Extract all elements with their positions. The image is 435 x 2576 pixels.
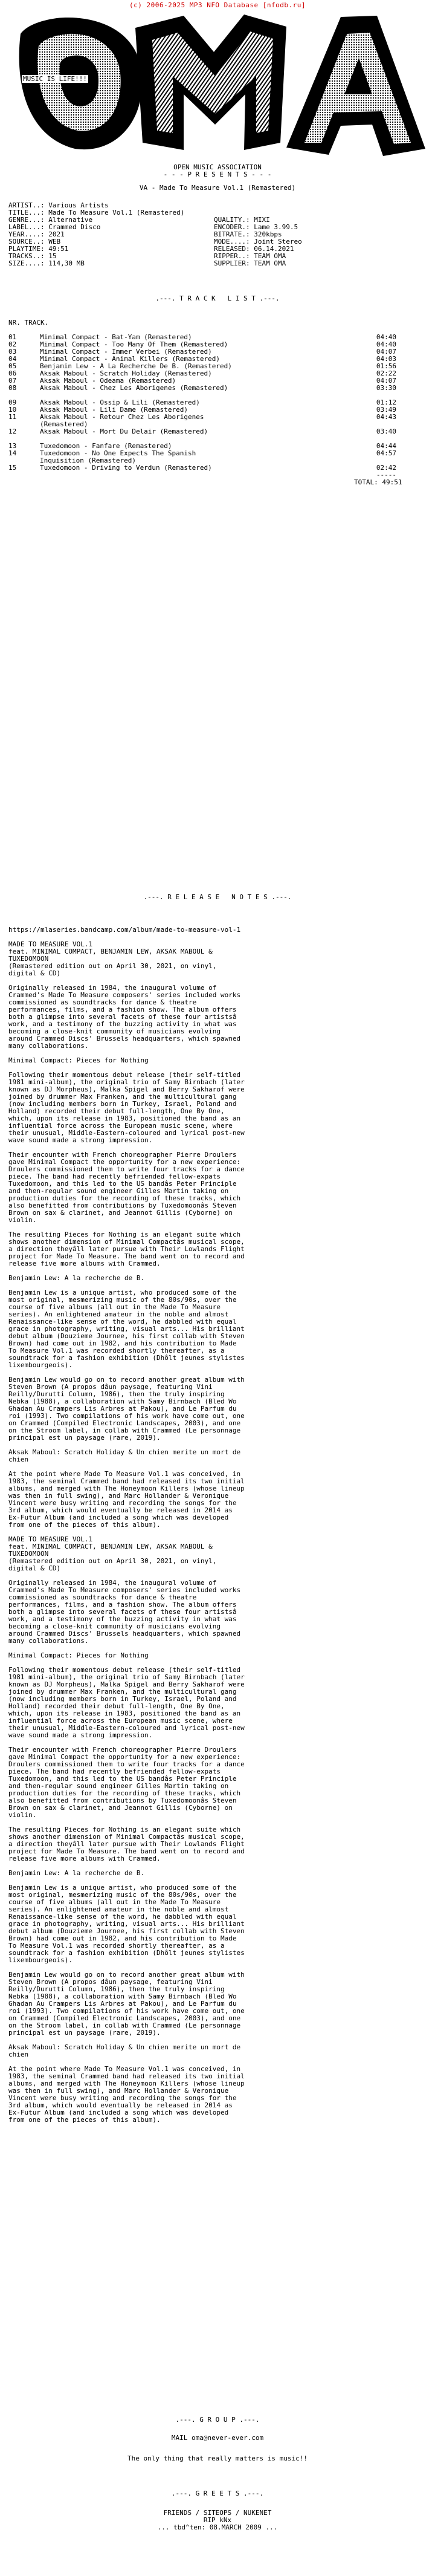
track-duration: 03:30: [376, 384, 396, 392]
track-title: Minimal Compact - Bat-Yam (Remastered): [40, 333, 192, 341]
notes-paragraph: At the point where Made To Measure Vol.1 was conceived, in 1983, the seminal Crammed band had released its two initial albums, and merged with The Honeymoon Killers (whose lineup was then in full swing), and Marc Hollander & Veronique Vincent were busy writing and recording the songs for the 3rd album, which would eventually be released in 2014 as Ex-Futur Album (and included a song which was developed from one of the pieces of this album).: [8, 2065, 249, 2124]
logo-letter-a: [286, 16, 425, 156]
track-title: Aksak Maboul - Mort Du Delair (Remastered): [40, 428, 208, 435]
info-left: SIZE....: 114,30 MB: [8, 260, 85, 267]
info-row: [8, 231, 431, 238]
track-title: Tuxedomoon - Fanfare (Remastered): [40, 442, 172, 450]
notes-paragraph: Minimal Compact: Pieces for Nothing: [8, 1056, 149, 1064]
notes-paragraph: The resulting Pieces for Nothing is an elegant suite which shows another dimension of Minimal Compactâs musical scope, a direction theyâll later pursue with Their Lowlands Flight project for Made To Measure. The band went on to record and release five more albums with Crammed.: [8, 1231, 249, 1267]
copyright-line: (c) 2006-2025 MP3 NFO Database [nfodb.ru]: [129, 1, 306, 9]
info-right: MODE....: Joint Stereo: [214, 238, 302, 246]
group-motto: The only thing that really matters is music!!: [127, 2454, 308, 2462]
track-number: 07: [8, 377, 17, 385]
info-right: [214, 209, 431, 216]
release-info: [8, 202, 431, 267]
contact-address[interactable]: oma@never-ever.com: [191, 2434, 264, 2442]
tracklist-heading: .---. T R A C K L I S T .---.: [155, 294, 280, 302]
greets-heading: .---. G R E E T S .---.: [171, 2490, 264, 2497]
contact-label: MAIL: [171, 2434, 188, 2442]
notes-paragraph: Following their momentous debut release (their self-titled 1981 mini-album), the original trio of Samy Birnbach (later known as DJ Morpheus), Malka Spigel and Berry Sakharof were joined by drummer Max Franken, and the multicultural gang (now including members born in Turkey, Israel, Poland and Holland) recorded their debut full-length, One By One, which, upon its release in 1983, positioned the band as an influential force across the European music scene, where their unusual, Middle-Eastern-coloured and lyrical post-new wave sound made a strong impression.: [8, 1666, 249, 1739]
info-right: SUPPLIER: TEAM OMA: [214, 260, 286, 267]
total-playtime: TOTAL: 49:51: [354, 478, 402, 486]
notes-paragraph: At the point where Made To Measure Vol.1 was conceived, in 1983, the seminal Crammed band had released its two initial albums, and merged with The Honeymoon Killers (whose lineup was then in full swing), and Marc Hollander & Veronique Vincent were busy writing and recording the songs for the 3rd album, which would eventually be released in 2014 as Ex-Futur Album (and included a song which was developed from one of the pieces of this album).: [8, 1470, 249, 1529]
group-name: OPEN MUSIC ASSOCIATION: [173, 163, 262, 171]
track-number: 04: [8, 355, 17, 363]
info-right: BITRATE.: 320kbps: [214, 231, 282, 238]
notes-paragraph: Minimal Compact: Pieces for Nothing: [8, 1651, 149, 1659]
notes-paragraph: Originally released in 1984, the inaugural volume of Crammed's Made To Measure composers' series included works commissioned as soundtracks for dance & theatre performances, films, and a fashion show. The album offers both a glimpse into several facets of these four artistsâ work, and a testimony of the buzzing activity in what was becoming a close-knit community of musicians evolving around Crammed Discs' Brussels headquarters, which spawned many collaborations.: [8, 1579, 245, 1645]
notes-paragraph: Aksak Maboul: Scratch Holiday & Un chien merite un mort de chien: [8, 1448, 245, 1463]
notes-paragraph: Benjamin Lew would go on to record another great album with Steven Brown (A propos dâun paysage, featuring Vini Reilly/Durutti Column, 1986), then the truly inspiring Nebka (1988), a collaboration with Samy Birnbach (Bled Wo Ghadan Au Crampers Lis Arbres at Pakou), and Le Parfum du roi (1993). Two compilations of his work have come out, one on Crammed (Compiled Electronic Landscapes, 2003), and one on the Stroom label, in collab with Crammed (Le personnage principal est un paysage (rare, 2019).: [8, 1376, 249, 1442]
track-number: 12: [8, 428, 17, 435]
track-number: 14: [8, 449, 17, 457]
track-number: 13: [8, 442, 17, 450]
notes-paragraph: The resulting Pieces for Nothing is an elegant suite which shows another dimension of Minimal Compactâs musical scope, a direction theyâll later pursue with Their Lowlands Flight project for Made To Measure. The band went on to record and release five more albums with Crammed.: [8, 1826, 249, 1862]
notes-paragraph: Their encounter with French choreographer Pierre Droulers gave Minimal Compact the opportunity for a new experience: Droulers commissioned them to write four tracks for a dance piece. The band had recently befriended fellow-expats Tuxedomoon, and this led to the US bandâs Peter Principle and then-regular sound engineer Gilles Martin taking on production duties for the recording of these tracks, which also benefitted from contributions by Tuxedomoonâs Steven Brown on sax & clarinet, and Jeannot Gillis (Cyborne) on violin.: [8, 1151, 249, 1224]
track-number: 09: [8, 398, 17, 406]
track-title: Aksak Maboul - Scratch Holiday (Remastered): [40, 369, 212, 377]
track-number: 08: [8, 384, 17, 392]
track-rows: [8, 334, 431, 472]
track-row: [8, 464, 431, 472]
track-duration: 04:07: [376, 377, 396, 385]
info-row: [8, 224, 431, 231]
track-title: Aksak Maboul - Chez Les Aborigenes (Remastered): [40, 384, 228, 392]
group-heading: .---. G R O U P .---.: [175, 2416, 260, 2424]
notes-paragraph: Benjamin Lew: A la recherche de B.: [8, 1869, 145, 1877]
info-right: QUALITY.: MIXI: [214, 216, 270, 224]
track-duration: 01:56: [376, 362, 396, 370]
notes-paragraph: Benjamin Lew is a unique artist, who produced some of the most original, mesmerizing music of the 80s/90s, over the course of five albums (all out in the Made To Measure series). An enlightened amateur in the noble and almost Renaissance-like sense of the word, he dabbled with equal grace in photography, writing, visual arts... His brilliant debut album (Douzieme Journee, his first collab with Steven Brown) had come out in 1982, and his contribution to Made To Measure Vol.1 was recorded shortly thereafter, as a soundtrack for a fashion exhibition (Dhôlt jeunes stylistes lixembourgeois).: [8, 1289, 249, 1369]
release-url[interactable]: https://mlaseries.bandcamp.com/album/made-to-measure-vol-1: [8, 926, 241, 934]
logo-tagline: MUSIC IS LIFE!!!: [23, 75, 87, 83]
track-number: 15: [8, 464, 17, 472]
info-right: RIPPER..: TEAM OMA: [214, 253, 286, 260]
track-title: Aksak Maboul - Retour Chez Les Aborigenes (Remastered): [40, 413, 204, 428]
track-title: Aksak Maboul - Ossip & Lili (Remastered): [40, 398, 200, 406]
track-title: Aksak Maboul - Odeama (Remastered): [40, 377, 176, 385]
track-number: 01: [8, 333, 17, 341]
notes-paragraph: MADE TO MEASURE VOL.1 feat. MINIMAL COMPACT, BENJAMIN LEW, AKSAK MABOUL & TUXEDOMOON (Remastered edition out on April 30, 2021, on vinyl, digital & CD): [8, 1535, 217, 1572]
info-row: [8, 238, 431, 246]
track-title: Benjamin Lew - A La Recherche De B. (Remastered): [40, 362, 232, 370]
info-row: [8, 253, 431, 260]
notes-paragraph: Aksak Maboul: Scratch Holiday & Un chien merite un mort de chien: [8, 2043, 245, 2058]
info-left: ARTIST..: Various Artists: [8, 202, 109, 209]
info-row: [8, 209, 431, 216]
notes-paragraph: Following their momentous debut release (their self-titled 1981 mini-album), the original trio of Samy Birnbach (later known as DJ Morpheus), Malka Spigel and Berry Sakharof were joined by drummer Max Franken, and the multicultural gang (now including members born in Turkey, Israel, Poland and Holland) recorded their debut full-length, One By One, which, upon its release in 1983, positioned the band as an influential force across the European music scene, where their unusual, Middle-Eastern-coloured and lyrical post-new wave sound made a strong impression.: [8, 1071, 249, 1144]
info-left: PLAYTIME: 49:51: [8, 246, 69, 253]
info-left: GENRE...: Alternative: [8, 216, 93, 224]
greets-signature: ... tbd^ten: 08.MARCH 2009 ...: [157, 2523, 278, 2531]
total-rule: -----: [376, 471, 396, 479]
release-notes-heading: .---. R E L E A S E N O T E S .---.: [143, 893, 292, 901]
track-title: Minimal Compact - Too Many Of Them (Remastered): [40, 340, 228, 348]
track-duration: 04:43: [376, 413, 396, 421]
info-left: TRACKS..: 15: [8, 253, 57, 260]
info-left: TITLE...: Made To Measure Vol.1 (Remastered): [8, 209, 185, 216]
track-title: Tuxedomoon - Driving to Verdun (Remastered): [40, 464, 212, 472]
total-row: [8, 479, 431, 486]
info-left: YEAR....: 2021: [8, 231, 65, 238]
info-row: [8, 246, 431, 253]
track-duration: 02:22: [376, 369, 396, 377]
contact-line: [0, 2435, 435, 2442]
info-row: [8, 260, 431, 267]
greets-line: FRIENDS / SITEOPS / NUKENET: [163, 2509, 272, 2517]
track-title: Minimal Compact - Animal Killers (Remastered): [40, 355, 221, 363]
greets-line: RIP kNx: [203, 2516, 232, 2524]
info-row: [8, 216, 431, 224]
track-duration: 03:49: [376, 406, 396, 414]
oma-logo-art: [2, 10, 433, 161]
track-number: 10: [8, 406, 17, 414]
track-title: Minimal Compact - Immer Verbei (Remastered): [40, 348, 212, 356]
track-duration: 04:44: [376, 442, 396, 450]
info-row: [8, 202, 431, 209]
notes-paragraph: Benjamin Lew is a unique artist, who produced some of the most original, mesmerizing music of the 80s/90s, over the course of five albums (all out in the Made To Measure series). An enlightened amateur in the noble and almost Renaissance-like sense of the word, he dabbled with equal grace in photography, writing, visual arts... His brilliant debut album (Douzieme Journee, his first collab with Steven Brown) had come out in 1982, and his contribution to Made To Measure Vol.1 was recorded shortly thereafter, as a soundtrack for a fashion exhibition (Dhôlt jeunes stylistes lixembourgeois).: [8, 1884, 249, 1964]
info-left: LABEL...: Crammed Disco: [8, 224, 101, 231]
track-duration: 04:03: [376, 355, 396, 363]
tracklist: [8, 319, 431, 486]
notes-paragraph: Originally released in 1984, the inaugural volume of Crammed's Made To Measure composers' series included works commissioned as soundtracks for dance & theatre performances, films, and a fashion show. The album offers both a glimpse into several facets of these four artistsâ work, and a testimony of the buzzing activity in what was becoming a close-knit community of musicians evolving around Crammed Discs' Brussels headquarters, which spawned many collaborations.: [8, 984, 245, 1050]
track-row: [8, 450, 431, 464]
notes-paragraph: Their encounter with French choreographer Pierre Droulers gave Minimal Compact the opportunity for a new experience: Droulers commissioned them to write four tracks for a dance piece. The band had recently befriended fellow-expats Tuxedomoon, and this led to the US bandâs Peter Principle and then-regular sound engineer Gilles Martin taking on production duties for the recording of these tracks, which also benefitted from contributions by Tuxedomoonâs Steven Brown on sax & clarinet, and Jeannot Gillis (Cyborne) on violin.: [8, 1746, 249, 1819]
info-right: [214, 202, 431, 209]
track-row: [8, 385, 431, 392]
track-number: 11: [8, 413, 17, 421]
track-title: Tuxedomoon - No One Expects The Spanish Inquisition (Remastered): [40, 449, 196, 464]
logo-letter-m: [135, 15, 286, 150]
column-header-label: NR. TRACK.: [8, 319, 49, 327]
track-duration: 04:40: [376, 340, 396, 348]
notes-paragraph: Benjamin Lew: A la recherche de B.: [8, 1274, 145, 1282]
track-title: Aksak Maboul - Lili Dame (Remastered): [40, 406, 188, 414]
track-duration: 04:40: [376, 333, 396, 341]
track-number: 06: [8, 369, 17, 377]
info-right: RELEASED: 06.14.2021: [214, 246, 294, 253]
info-left: SOURCE..: WEB: [8, 238, 61, 246]
track-number: 02: [8, 340, 17, 348]
track-duration: 04:07: [376, 348, 396, 356]
release-notes: [8, 926, 431, 2131]
track-row: [8, 428, 431, 435]
logo-letter-o: [19, 18, 143, 149]
track-duration: 01:12: [376, 398, 396, 406]
presents-line: - - - P R E S E N T S - - -: [163, 171, 272, 178]
track-number: 03: [8, 348, 17, 356]
notes-paragraph: Benjamin Lew would go on to record another great album with Steven Brown (A propos dâun paysage, featuring Vini Reilly/Durutti Column, 1986), then the truly inspiring Nebka (1988), a collaboration with Samy Birnbach (Bled Wo Ghadan Au Crampers Lis Arbres at Pakou), and Le Parfum du roi (1993). Two compilations of his work have come out, one on Crammed (Compiled Electronic Landscapes, 2003), and one on the Stroom label, in collab with Crammed (Le personnage principal est un paysage (rare, 2019).: [8, 1971, 249, 2037]
tracklist-column-header: [8, 319, 431, 327]
notes-paragraph: MADE TO MEASURE VOL.1 feat. MINIMAL COMPACT, BENJAMIN LEW, AKSAK MABOUL & TUXEDOMOON (Remastered edition out on April 30, 2021, on vinyl, digital & CD): [8, 940, 217, 977]
track-duration: 04:57: [376, 449, 396, 457]
track-row: [8, 414, 431, 428]
track-duration: 03:40: [376, 428, 396, 435]
info-right: ENCODER.: Lame 3.99.5: [214, 224, 298, 231]
release-title: VA - Made To Measure Vol.1 (Remastered): [139, 184, 296, 192]
track-number: 05: [8, 362, 17, 370]
track-duration: 02:42: [376, 464, 396, 472]
